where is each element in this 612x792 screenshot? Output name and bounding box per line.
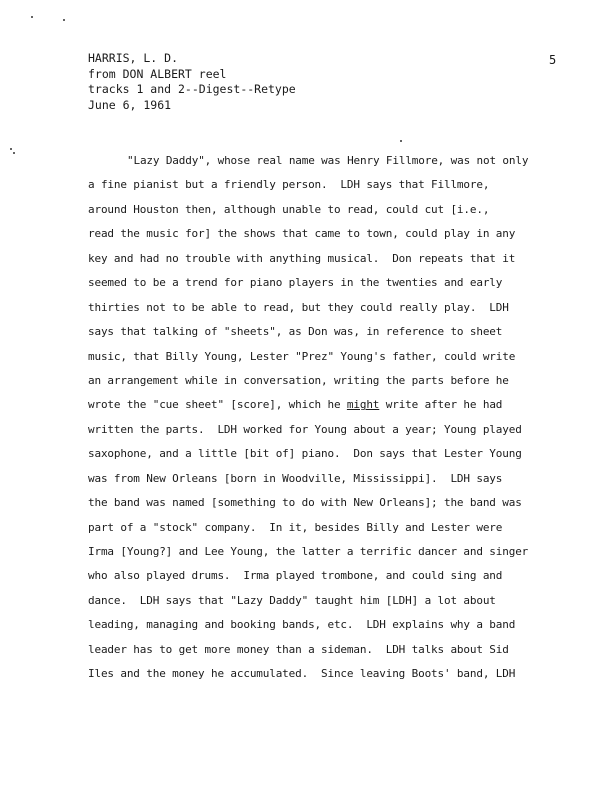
body-line: seemed to be a trend for piano players in the twenties and early xyxy=(88,276,503,290)
scan-speck xyxy=(63,19,65,21)
body-line: says that talking of "sheets", as Don was, in reference to sheet xyxy=(88,325,503,339)
body-line: read the music for] the shows that came to town, could play in any xyxy=(88,227,516,241)
body-line: music, that Billy Young, Lester "Prez" Young's father, could write xyxy=(88,349,516,363)
scan-speck xyxy=(31,16,33,18)
body-line: leader has to get more money than a sideman. LDH talks about Sid xyxy=(88,642,509,656)
body-line: written the parts. LDH worked for Young about a year; Young played xyxy=(88,422,522,436)
body-line: "Lazy Daddy", whose real name was Henry Fillmore, was not only xyxy=(127,154,529,167)
document-header xyxy=(88,51,296,113)
header-name: HARRIS, L. D. xyxy=(88,51,179,65)
body-line: key and had no trouble with anything musical. Don repeats that it xyxy=(88,251,516,265)
body-line: Iles and the money he accumulated. Since leaving Boots' band, LDH xyxy=(88,667,516,681)
scan-speck xyxy=(13,152,15,154)
body-line: part of a "stock" company. In it, besides Billy and Lester were xyxy=(88,520,503,534)
body-line: who also played drums. Irma played trombone, and could sing and xyxy=(88,569,503,583)
body-line: saxophone, and a little [bit of] piano. Don says that Lester Young xyxy=(88,447,522,461)
body-line: around Houston then, although unable to read, could cut [i.e., xyxy=(88,202,490,216)
body-line: dance. LDH says that "Lazy Daddy" taught him [LDH] a lot about xyxy=(88,593,496,607)
header-source: from DON ALBERT reel xyxy=(88,66,227,81)
body-line-with-emphasis xyxy=(88,393,588,417)
body-line: leading, managing and booking bands, etc. LDH explains why a band xyxy=(88,618,516,632)
body-line: an arrangement while in conversation, writing the parts before he xyxy=(88,373,509,387)
body-line-segment: write after he had xyxy=(379,398,503,412)
scan-speck xyxy=(400,140,402,142)
header-date: June 6, 1961 xyxy=(88,97,172,112)
transcript-body xyxy=(88,149,588,687)
body-line-segment: wrote the "cue sheet" [score], which he xyxy=(88,398,347,412)
body-line: thirties not to be able to read, but they could really play. LDH xyxy=(88,300,509,314)
body-line: the band was named [something to do with New Orleans]; the band was xyxy=(88,496,522,510)
body-line: Irma [Young?] and Lee Young, the latter a terrific dancer and singer xyxy=(88,545,529,558)
scan-speck xyxy=(10,148,12,150)
page-number: 5 xyxy=(549,53,557,67)
body-line: a fine pianist but a friendly person. LDH says that Fillmore, xyxy=(88,178,490,192)
header-tracks: tracks 1 and 2--Digest--Retype xyxy=(88,82,296,96)
underlined-word: might xyxy=(346,398,380,412)
body-line: was from New Orleans [born in Woodville, Mississippi]. LDH says xyxy=(88,471,503,485)
